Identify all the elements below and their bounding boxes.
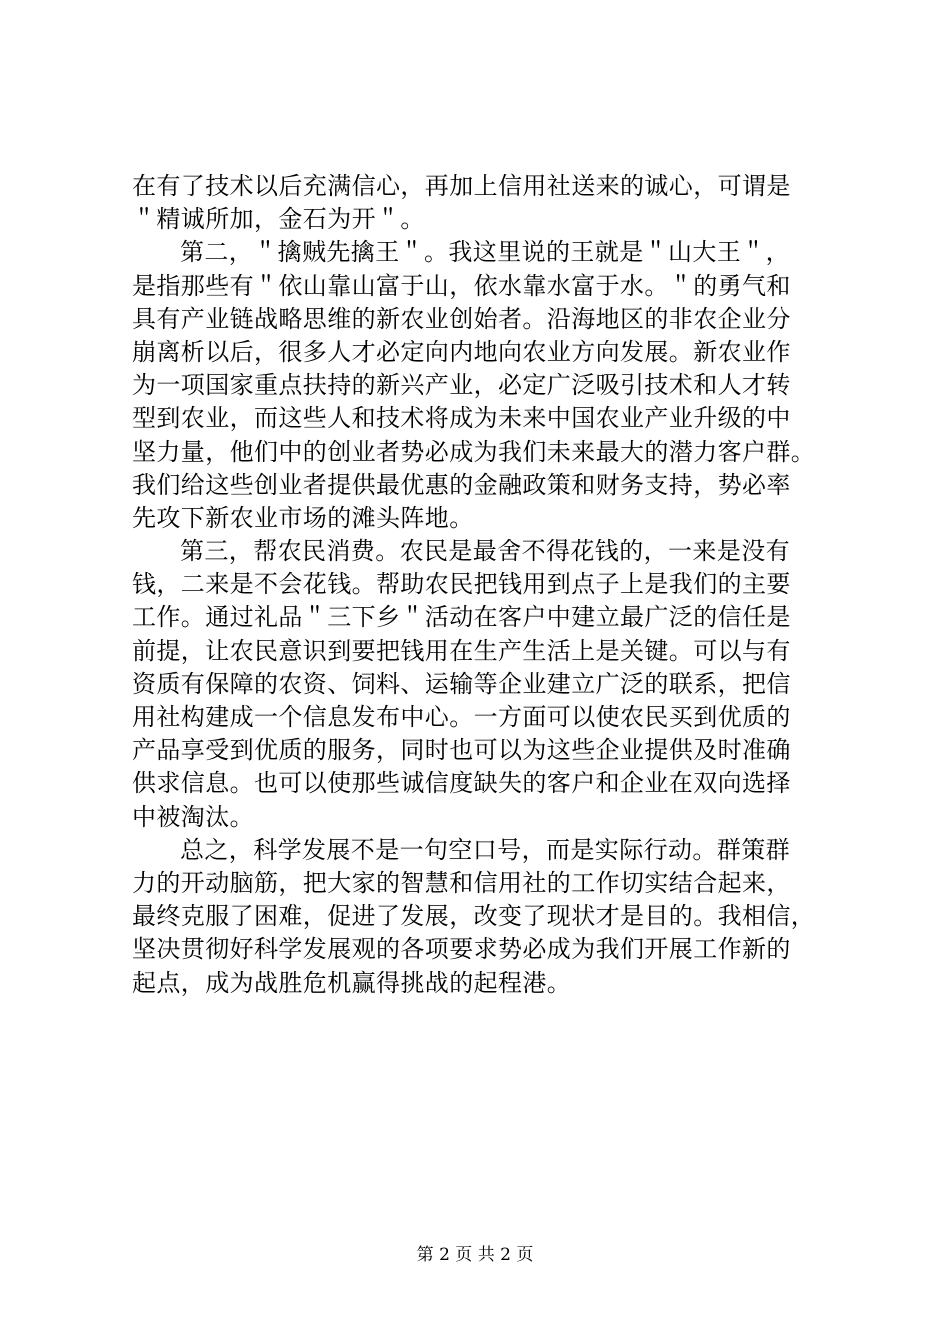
text-line: 资质有保障的农资、饲料、运输等企业建立广泛的联系，把信 (132, 669, 791, 698)
text-line: 坚决贯彻好科学发展观的各项要求势必成为我们开展工作新的 (132, 935, 791, 964)
document-body (132, 170, 832, 1000)
text-line: 先攻下新农业市场的滩头阵地。 (132, 503, 474, 532)
text-line: 崩离析以后，很多人才必定向内地向农业方向发展。新农业作 (132, 337, 791, 366)
text-line: 力的开动脑筋，把大家的智慧和信用社的工作切实结合起来， (132, 868, 791, 897)
text-line: ＂精诚所加，金石为开＂。 (132, 205, 425, 234)
text-line: 为一项国家重点扶持的新兴产业，必定广泛吸引技术和人才转 (132, 371, 791, 400)
text-line: 产品享受到优质的服务，同时也可以为这些企业提供及时准确 (132, 736, 791, 765)
text-line: 型到农业，而这些人和技术将成为未来中国农业产业升级的中 (132, 404, 791, 433)
text-line: 是指那些有＂依山靠山富于山，依水靠水富于水。＂的勇气和 (132, 271, 791, 300)
text-line: 第二，＂擒贼先擒王＂。我这里说的王就是＂山大王＂， (180, 238, 790, 267)
text-line: 起点，成为战胜危机赢得挑战的起程港。 (132, 968, 572, 997)
text-line: 最终克服了困难，促进了发展，改变了现状才是目的。我相信， (132, 902, 816, 931)
text-line: 我们给这些创业者提供最优惠的金融政策和财务支持，势必率 (132, 470, 791, 499)
text-line: 在有了技术以后充满信心，再加上信用社送来的诚心，可谓是 (132, 172, 791, 200)
text-line: 坚力量，他们中的创业者势必成为我们未来最大的潜力客户群。 (132, 437, 816, 466)
text-line: 总之，科学发展不是一句空口号，而是实际行动。群策群 (180, 835, 790, 864)
text-line: 第三，帮农民消费。农民是最舍不得花钱的，一来是没有 (180, 537, 790, 566)
text-line: 钱，二来是不会花钱。帮助农民把钱用到点子上是我们的主要 (132, 570, 791, 599)
text-line: 前提，让农民意识到要把钱用在生产生活上是关键。可以与有 (132, 636, 791, 665)
page-footer: 第 2 页 共 2 页 (416, 1245, 534, 1265)
text-line: 用社构建成一个信息发布中心。一方面可以使农民买到优质的 (132, 703, 791, 731)
text-line: 中被淘汰。 (132, 802, 254, 831)
text-line: 工作。通过礼品＂三下乡＂活动在客户中建立最广泛的信任是 (132, 603, 791, 632)
text-line: 供求信息。也可以使那些诚信度缺失的客户和企业在双向选择 (132, 769, 791, 798)
text-line: 具有产业链战略思维的新农业创始者。沿海地区的非农企业分 (132, 304, 791, 333)
